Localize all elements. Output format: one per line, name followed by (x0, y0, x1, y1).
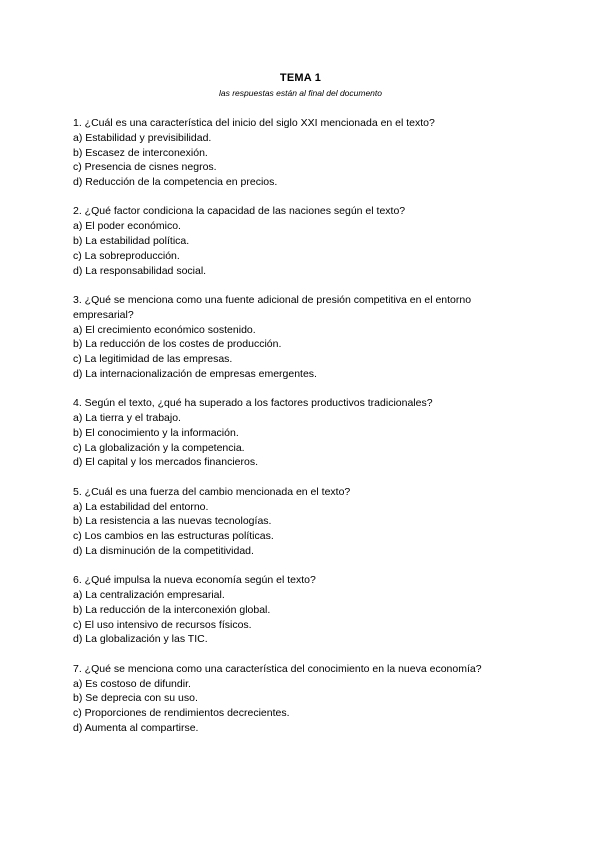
option-d: d) Aumenta al compartirse. (73, 721, 199, 734)
document-title: TEMA 1 (279, 72, 322, 84)
option-b: b) Escasez de interconexión. (73, 146, 208, 159)
option-b: b) Se deprecia con su uso. (73, 692, 198, 705)
question-2 (73, 204, 528, 278)
option-a: a) Es costoso de difundir. (73, 677, 191, 690)
option-b: b) El conocimiento y la información. (73, 426, 239, 439)
question-text: 7. ¿Qué se menciona como una característica del conocimiento en la nueva economía? (73, 662, 482, 675)
option-c: c) La legitimidad de las empresas. (73, 353, 233, 366)
option-a: a) Estabilidad y previsibilidad. (73, 131, 212, 144)
option-a: a) El crecimiento económico sostenido. (73, 323, 256, 336)
option-d: d) La internacionalización de empresas emergentes. (73, 367, 317, 380)
option-d: d) La disminución de la competitividad. (73, 544, 254, 557)
question-text: 2. ¿Qué factor condiciona la capacidad de las naciones según el texto? (73, 205, 406, 218)
option-a: a) La centralización empresarial. (73, 589, 225, 602)
question-6 (73, 573, 528, 647)
option-d: d) La globalización y las TIC. (73, 633, 208, 646)
option-b: b) La reducción de los costes de producción. (73, 338, 282, 351)
question-4 (73, 396, 528, 470)
option-c: c) La sobreproducción. (73, 249, 180, 262)
question-text: 1. ¿Cuál es una característica del inicio del siglo XXI mencionada en el texto? (73, 117, 435, 129)
option-b: b) La estabilidad política. (73, 235, 190, 248)
option-b: b) La reducción de la interconexión global. (73, 603, 271, 616)
option-c: c) El uso intensivo de recursos físicos. (73, 618, 252, 631)
option-c: c) Presencia de cisnes negros. (73, 161, 217, 174)
option-b: b) La resistencia a las nuevas tecnologías. (73, 515, 272, 528)
question-text: 3. ¿Qué se menciona como una fuente adicional de presión competitiva en el entorno empresarial? (73, 293, 472, 321)
option-d: d) El capital y los mercados financieros. (73, 456, 258, 469)
option-a: a) El poder económico. (73, 220, 181, 233)
question-3 (73, 293, 528, 382)
question-text: 4. Según el texto, ¿qué ha superado a los factores productivos tradicionales? (73, 397, 433, 410)
option-c: c) Los cambios en las estructuras políticas. (73, 530, 274, 543)
option-c: c) Proporciones de rendimientos decrecientes. (73, 707, 290, 720)
question-text: 5. ¿Cuál es una fuerza del cambio mencionada en el texto? (73, 485, 351, 498)
question-1 (73, 116, 528, 190)
option-d: d) Reducción de la competencia en precios. (73, 176, 278, 189)
document-subtitle: las respuestas están al final del documento (218, 88, 382, 98)
question-5 (73, 485, 528, 559)
option-a: a) La tierra y el trabajo. (73, 412, 181, 425)
option-a: a) La estabilidad del entorno. (73, 500, 209, 513)
question-7 (73, 662, 528, 736)
option-d: d) La responsabilidad social. (73, 264, 207, 277)
question-text: 6. ¿Qué impulsa la nueva economía según el texto? (73, 574, 316, 587)
option-c: c) La globalización y la competencia. (73, 441, 245, 454)
